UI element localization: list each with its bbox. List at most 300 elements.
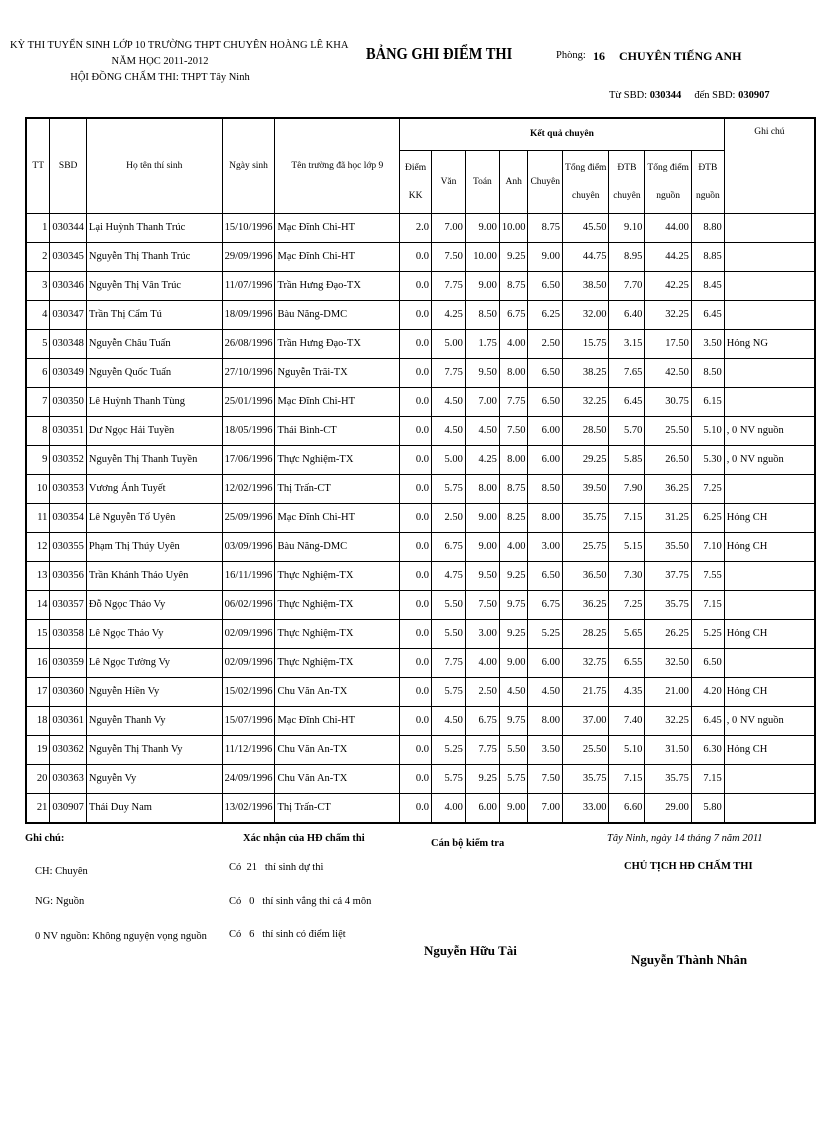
cell-name: Lê Ngọc Thảo Vy (86, 619, 222, 648)
cell-toan: 1.75 (465, 329, 499, 358)
header-toan: Toán (465, 150, 499, 213)
cell-tt: 13 (26, 561, 50, 590)
cell-chuyen: 3.00 (528, 532, 563, 561)
table-row (26, 561, 815, 590)
cell-name: Nguyễn Quốc Tuấn (86, 358, 222, 387)
cell-note: Hỏng NG (724, 329, 815, 358)
cell-anh: 8.75 (499, 474, 528, 503)
cell-tt: 15 (26, 619, 50, 648)
cell-toan: 9.00 (465, 271, 499, 300)
cell-note (724, 242, 815, 271)
cell-chuyen: 7.50 (528, 764, 563, 793)
cell-tong-nguon: 32.25 (645, 706, 691, 735)
table-row (26, 793, 815, 823)
cell-chuyen: 6.50 (528, 387, 563, 416)
table-row (26, 590, 815, 619)
cell-dtb-chuyen: 7.25 (609, 590, 645, 619)
cell-sbd: 030351 (50, 416, 87, 445)
cell-toan: 7.75 (465, 735, 499, 764)
chair-name: Nguyễn Thành Nhân (631, 952, 748, 967)
cell-toan: 9.00 (465, 213, 499, 242)
cell-school: Mạc Đĩnh Chi-HT (275, 213, 400, 242)
date-line: Tây Ninh, ngày 14 tháng 7 năm 2011 (607, 833, 763, 844)
cell-name: Nguyễn Vy (86, 764, 222, 793)
cell-dtb-chuyen: 9.10 (609, 213, 645, 242)
cell-kk: 0.0 (400, 358, 432, 387)
cell-van: 4.50 (432, 387, 466, 416)
cell-van: 4.25 (432, 300, 466, 329)
cell-dtb-chuyen: 7.90 (609, 474, 645, 503)
cell-tong-nguon: 37.75 (645, 561, 691, 590)
cell-anh: 7.75 (499, 387, 528, 416)
cell-sbd: 030349 (50, 358, 87, 387)
cell-toan: 9.00 (465, 532, 499, 561)
cell-anh: 9.00 (499, 793, 528, 823)
cell-note: , 0 NV nguồn (724, 445, 815, 474)
cell-note: Hỏng CH (724, 735, 815, 764)
cell-tt: 20 (26, 764, 50, 793)
cell-tong-chuyen: 35.75 (563, 503, 609, 532)
cell-dtb-chuyen: 7.15 (609, 503, 645, 532)
cell-chuyen: 6.25 (528, 300, 563, 329)
cell-name: Thái Duy Nam (86, 793, 222, 823)
cell-anh: 5.75 (499, 764, 528, 793)
cell-dob: 15/07/1996 (222, 706, 275, 735)
cell-note (724, 271, 815, 300)
cell-dtb-nguon: 7.25 (691, 474, 724, 503)
cell-name: Nguyễn Thị Thanh Trúc (86, 242, 222, 271)
table-row (26, 387, 815, 416)
cell-tong-nguon: 44.25 (645, 242, 691, 271)
cell-tt: 3 (26, 271, 50, 300)
cell-anh: 9.25 (499, 619, 528, 648)
cell-note (724, 561, 815, 590)
cell-tong-chuyen: 32.25 (563, 387, 609, 416)
cell-sbd: 030346 (50, 271, 87, 300)
cell-tong-chuyen: 36.25 (563, 590, 609, 619)
cell-kk: 0.0 (400, 242, 432, 271)
cell-kk: 0.0 (400, 329, 432, 358)
cell-chuyen: 2.50 (528, 329, 563, 358)
cell-tong-nguon: 44.00 (645, 213, 691, 242)
cell-name: Vương Ánh Tuyết (86, 474, 222, 503)
cell-name: Nguyễn Hiền Vy (86, 677, 222, 706)
cell-tong-nguon: 26.50 (645, 445, 691, 474)
cell-tt: 19 (26, 735, 50, 764)
cell-kk: 0.0 (400, 300, 432, 329)
cell-dob: 02/09/1996 (222, 619, 275, 648)
cell-tong-nguon: 42.50 (645, 358, 691, 387)
table-row (26, 300, 815, 329)
cell-tt: 4 (26, 300, 50, 329)
cell-anh: 8.25 (499, 503, 528, 532)
cell-dob: 25/09/1996 (222, 503, 275, 532)
cell-note: Hỏng CH (724, 619, 815, 648)
cell-anh: 9.75 (499, 590, 528, 619)
cell-chuyen: 6.00 (528, 416, 563, 445)
cell-name: Đỗ Ngọc Thảo Vy (86, 590, 222, 619)
cell-chuyen: 6.00 (528, 648, 563, 677)
cell-dob: 17/06/1996 (222, 445, 275, 474)
room-label: Phòng: (556, 50, 586, 61)
cell-dtb-nguon: 4.20 (691, 677, 724, 706)
cell-kk: 0.0 (400, 445, 432, 474)
cell-kk: 0.0 (400, 532, 432, 561)
cell-tt: 2 (26, 242, 50, 271)
cell-tong-chuyen: 15.75 (563, 329, 609, 358)
table-row (26, 735, 815, 764)
table-row (26, 416, 815, 445)
cell-kk: 0.0 (400, 619, 432, 648)
table-row (26, 619, 815, 648)
cell-sbd: 030907 (50, 793, 87, 823)
cell-tong-chuyen: 32.75 (563, 648, 609, 677)
cell-name: Lại Huỳnh Thanh Trúc (86, 213, 222, 242)
cell-tt: 17 (26, 677, 50, 706)
cell-tt: 12 (26, 532, 50, 561)
cell-dtb-chuyen: 5.65 (609, 619, 645, 648)
cell-tong-chuyen: 44.75 (563, 242, 609, 271)
cell-van: 5.00 (432, 445, 466, 474)
checker-title: Cán bộ kiểm tra (431, 838, 505, 849)
cell-chuyen: 3.50 (528, 735, 563, 764)
cell-sbd: 030361 (50, 706, 87, 735)
header-note: Ghi chú (724, 118, 815, 213)
from-label: Từ SBD: (609, 90, 648, 101)
stat-failed: Có 6 thí sinh có điểm liệt (229, 929, 346, 940)
cell-van: 5.00 (432, 329, 466, 358)
header-school: Tên trường đã học lớp 9 (275, 118, 400, 213)
cell-dob: 18/05/1996 (222, 416, 275, 445)
cell-note (724, 213, 815, 242)
cell-van: 4.50 (432, 706, 466, 735)
cell-school: Nguyễn Trãi-TX (275, 358, 400, 387)
cell-toan: 4.50 (465, 416, 499, 445)
cell-dtb-chuyen: 7.65 (609, 358, 645, 387)
header-kk: Điểm KK (400, 150, 432, 213)
cell-dtb-nguon: 6.30 (691, 735, 724, 764)
exam-header (10, 38, 349, 86)
cell-dob: 11/12/1996 (222, 735, 275, 764)
cell-dob: 18/09/1996 (222, 300, 275, 329)
room-number: 16 (593, 49, 605, 63)
table-row (26, 445, 815, 474)
table-row (26, 329, 815, 358)
cell-sbd: 030363 (50, 764, 87, 793)
header-name: Họ tên thí sinh (86, 118, 222, 213)
cell-name: Dư Ngọc Hải Tuyền (86, 416, 222, 445)
cell-name: Nguyễn Thị Thanh Vy (86, 735, 222, 764)
cell-kk: 0.0 (400, 474, 432, 503)
cell-school: Thực Nghiệm-TX (275, 619, 400, 648)
cell-tong-nguon: 42.25 (645, 271, 691, 300)
cell-dob: 13/02/1996 (222, 793, 275, 823)
cell-school: Thái Bình-CT (275, 416, 400, 445)
header-dob: Ngày sinh (222, 118, 275, 213)
cell-name: Nguyễn Thanh Vy (86, 706, 222, 735)
cell-toan: 9.00 (465, 503, 499, 532)
cell-school: Chu Văn An-TX (275, 735, 400, 764)
cell-tt: 6 (26, 358, 50, 387)
notes-title: Ghi chú: (25, 833, 65, 844)
cell-anh: 8.00 (499, 358, 528, 387)
cell-chuyen: 5.25 (528, 619, 563, 648)
cell-dob: 15/10/1996 (222, 213, 275, 242)
cell-tt: 9 (26, 445, 50, 474)
cell-note: Hỏng CH (724, 677, 815, 706)
cell-note (724, 387, 815, 416)
cell-dob: 25/01/1996 (222, 387, 275, 416)
cell-tong-chuyen: 38.25 (563, 358, 609, 387)
cell-anh: 4.00 (499, 329, 528, 358)
cell-school: Trần Hưng Đạo-TX (275, 271, 400, 300)
cell-dob: 24/09/1996 (222, 764, 275, 793)
cell-dob: 12/02/1996 (222, 474, 275, 503)
cell-school: Trần Hưng Đạo-TX (275, 329, 400, 358)
exam-title-line: KỲ THI TUYỂN SINH LỚP 10 TRƯỜNG THPT CHUYÊN HOÀNG LÊ KHA (10, 40, 349, 51)
from-sbd: 030344 (649, 90, 682, 101)
cell-dob: 02/09/1996 (222, 648, 275, 677)
header-dtb-chuyen: ĐTB chuyên (609, 150, 645, 213)
cell-tong-chuyen: 38.50 (563, 271, 609, 300)
cell-tt: 7 (26, 387, 50, 416)
cell-dtb-nguon: 6.45 (691, 300, 724, 329)
chair-title: CHỦ TỊCH HĐ CHẤM THI (624, 861, 753, 872)
cell-note (724, 300, 815, 329)
cell-school: Chu Văn An-TX (275, 677, 400, 706)
cell-dtb-chuyen: 7.15 (609, 764, 645, 793)
cell-van: 4.50 (432, 416, 466, 445)
cell-dtb-chuyen: 7.30 (609, 561, 645, 590)
cell-school: Thị Trấn-CT (275, 474, 400, 503)
cell-anh: 4.50 (499, 677, 528, 706)
table-row (26, 503, 815, 532)
cell-toan: 8.50 (465, 300, 499, 329)
cell-dtb-nguon: 3.50 (691, 329, 724, 358)
cell-van: 5.50 (432, 619, 466, 648)
cell-van: 4.00 (432, 793, 466, 823)
cell-kk: 0.0 (400, 648, 432, 677)
cell-toan: 10.00 (465, 242, 499, 271)
cell-chuyen: 8.00 (528, 706, 563, 735)
table-row (26, 648, 815, 677)
cell-dtb-nguon: 6.15 (691, 387, 724, 416)
cell-sbd: 030356 (50, 561, 87, 590)
grading-council: HỘI ĐỒNG CHẤM THI: THPT Tây Ninh (70, 72, 250, 83)
cell-dtb-chuyen: 6.60 (609, 793, 645, 823)
cell-anh: 7.50 (499, 416, 528, 445)
cell-dtb-chuyen: 6.55 (609, 648, 645, 677)
cell-toan: 9.50 (465, 358, 499, 387)
header-tong-chuyen: Tổng điểm chuyên (563, 150, 609, 213)
page-title: BẢNG GHI ĐIỂM THI (366, 44, 513, 63)
cell-tong-nguon: 30.75 (645, 387, 691, 416)
cell-dob: 16/11/1996 (222, 561, 275, 590)
cell-dtb-nguon: 5.25 (691, 619, 724, 648)
cell-chuyen: 8.00 (528, 503, 563, 532)
cell-name: Nguyễn Thị Vân Trúc (86, 271, 222, 300)
cell-tong-chuyen: 33.00 (563, 793, 609, 823)
table-row (26, 474, 815, 503)
cell-chuyen: 6.50 (528, 271, 563, 300)
table-row (26, 358, 815, 387)
cell-name: Phạm Thị Thúy Uyên (86, 532, 222, 561)
cell-name: Nguyễn Châu Tuấn (86, 329, 222, 358)
cell-dtb-chuyen: 4.35 (609, 677, 645, 706)
cell-anh: 4.00 (499, 532, 528, 561)
cell-dtb-chuyen: 8.95 (609, 242, 645, 271)
cell-chuyen: 8.75 (528, 213, 563, 242)
cell-tong-nguon: 26.25 (645, 619, 691, 648)
cell-toan: 6.00 (465, 793, 499, 823)
cell-toan: 4.00 (465, 648, 499, 677)
cell-tong-chuyen: 45.50 (563, 213, 609, 242)
cell-toan: 8.00 (465, 474, 499, 503)
cell-toan: 7.50 (465, 590, 499, 619)
cell-chuyen: 4.50 (528, 677, 563, 706)
cell-tong-nguon: 31.50 (645, 735, 691, 764)
cell-tong-chuyen: 35.75 (563, 764, 609, 793)
cell-note (724, 358, 815, 387)
cell-tong-chuyen: 28.50 (563, 416, 609, 445)
cell-toan: 6.75 (465, 706, 499, 735)
cell-sbd: 030345 (50, 242, 87, 271)
cell-tong-nguon: 32.50 (645, 648, 691, 677)
header-anh: Anh (499, 150, 528, 213)
cell-note: , 0 NV nguồn (724, 706, 815, 735)
cell-chuyen: 8.50 (528, 474, 563, 503)
cell-dob: 11/07/1996 (222, 271, 275, 300)
cell-tt: 21 (26, 793, 50, 823)
cell-kk: 0.0 (400, 503, 432, 532)
cell-tong-nguon: 17.50 (645, 329, 691, 358)
cell-tt: 1 (26, 213, 50, 242)
cell-chuyen: 6.00 (528, 445, 563, 474)
header-sbd: SBD (50, 118, 87, 213)
cell-note (724, 474, 815, 503)
cell-sbd: 030358 (50, 619, 87, 648)
cell-van: 5.50 (432, 590, 466, 619)
cell-dob: 27/10/1996 (222, 358, 275, 387)
cell-tt: 11 (26, 503, 50, 532)
cell-sbd: 030348 (50, 329, 87, 358)
note-ng: NG: Nguồn (35, 896, 85, 907)
cell-tong-nguon: 35.75 (645, 764, 691, 793)
cell-tt: 5 (26, 329, 50, 358)
cell-dob: 03/09/1996 (222, 532, 275, 561)
room-name: CHUYÊN TIẾNG ANH (619, 49, 742, 63)
cell-dtb-nguon: 8.45 (691, 271, 724, 300)
cell-note (724, 764, 815, 793)
cell-van: 4.75 (432, 561, 466, 590)
cell-tt: 8 (26, 416, 50, 445)
cell-dtb-chuyen: 5.15 (609, 532, 645, 561)
header-van: Văn (432, 150, 466, 213)
cell-anh: 9.75 (499, 706, 528, 735)
cell-school: Thực Nghiệm-TX (275, 445, 400, 474)
sbd-range (609, 90, 770, 101)
checker-name: Nguyễn Hữu Tài (424, 943, 517, 958)
score-table (25, 117, 816, 824)
cell-note: , 0 NV nguồn (724, 416, 815, 445)
table-row (26, 242, 815, 271)
cell-van: 6.75 (432, 532, 466, 561)
cell-sbd: 030359 (50, 648, 87, 677)
cell-tong-chuyen: 36.50 (563, 561, 609, 590)
table-row (26, 706, 815, 735)
cell-toan: 9.50 (465, 561, 499, 590)
cell-name: Lê Huỳnh Thanh Tùng (86, 387, 222, 416)
cell-note: Hỏng CH (724, 532, 815, 561)
stat-absent: Có 0 thí sinh vắng thi cả 4 môn (229, 896, 372, 907)
cell-anh: 9.25 (499, 561, 528, 590)
table-row (26, 213, 815, 242)
cell-dtb-nguon: 5.10 (691, 416, 724, 445)
cell-tong-nguon: 21.00 (645, 677, 691, 706)
cell-tong-chuyen: 25.75 (563, 532, 609, 561)
cell-dob: 06/02/1996 (222, 590, 275, 619)
cell-dob: 29/09/1996 (222, 242, 275, 271)
cell-dtb-nguon: 8.80 (691, 213, 724, 242)
cell-school: Bàu Năng-DMC (275, 532, 400, 561)
cell-sbd: 030353 (50, 474, 87, 503)
cell-name: Lê Ngọc Tường Vy (86, 648, 222, 677)
cell-school: Thực Nghiệm-TX (275, 590, 400, 619)
cell-tong-chuyen: 29.25 (563, 445, 609, 474)
cell-dtb-nguon: 7.15 (691, 764, 724, 793)
cell-tong-nguon: 35.50 (645, 532, 691, 561)
school-year: NĂM HỌC 2011-2012 (111, 56, 209, 67)
cell-note (724, 590, 815, 619)
cell-school: Thị Trấn-CT (275, 793, 400, 823)
cell-tong-nguon: 36.25 (645, 474, 691, 503)
cell-dtb-chuyen: 6.45 (609, 387, 645, 416)
table-row (26, 764, 815, 793)
cell-school: Mạc Đĩnh Chi-HT (275, 387, 400, 416)
cell-tt: 16 (26, 648, 50, 677)
cell-dtb-nguon: 8.85 (691, 242, 724, 271)
header-dtb-nguon: ĐTB nguồn (691, 150, 724, 213)
cell-van: 5.75 (432, 474, 466, 503)
cell-toan: 3.00 (465, 619, 499, 648)
cell-dtb-chuyen: 5.70 (609, 416, 645, 445)
note-ch: CH: Chuyên (35, 866, 88, 877)
cell-anh: 8.75 (499, 271, 528, 300)
cell-dtb-chuyen: 5.10 (609, 735, 645, 764)
cell-dob: 26/08/1996 (222, 329, 275, 358)
cell-sbd: 030347 (50, 300, 87, 329)
note-0nv: 0 NV nguồn: Không nguyện vọng nguồn (35, 931, 207, 942)
cell-name: Trần Thị Cẩm Tú (86, 300, 222, 329)
cell-anh: 8.00 (499, 445, 528, 474)
cell-toan: 9.25 (465, 764, 499, 793)
cell-sbd: 030354 (50, 503, 87, 532)
cell-tong-nguon: 29.00 (645, 793, 691, 823)
cell-dob: 15/02/1996 (222, 677, 275, 706)
cell-dtb-chuyen: 5.85 (609, 445, 645, 474)
cell-chuyen: 9.00 (528, 242, 563, 271)
cell-dtb-nguon: 7.55 (691, 561, 724, 590)
cell-chuyen: 6.75 (528, 590, 563, 619)
cell-sbd: 030352 (50, 445, 87, 474)
cell-kk: 2.0 (400, 213, 432, 242)
cell-school: Thực Nghiệm-TX (275, 561, 400, 590)
cell-school: Thực Nghiệm-TX (275, 648, 400, 677)
cell-tt: 14 (26, 590, 50, 619)
cell-school: Mạc Đĩnh Chi-HT (275, 706, 400, 735)
cell-kk: 0.0 (400, 764, 432, 793)
cell-dtb-nguon: 5.80 (691, 793, 724, 823)
